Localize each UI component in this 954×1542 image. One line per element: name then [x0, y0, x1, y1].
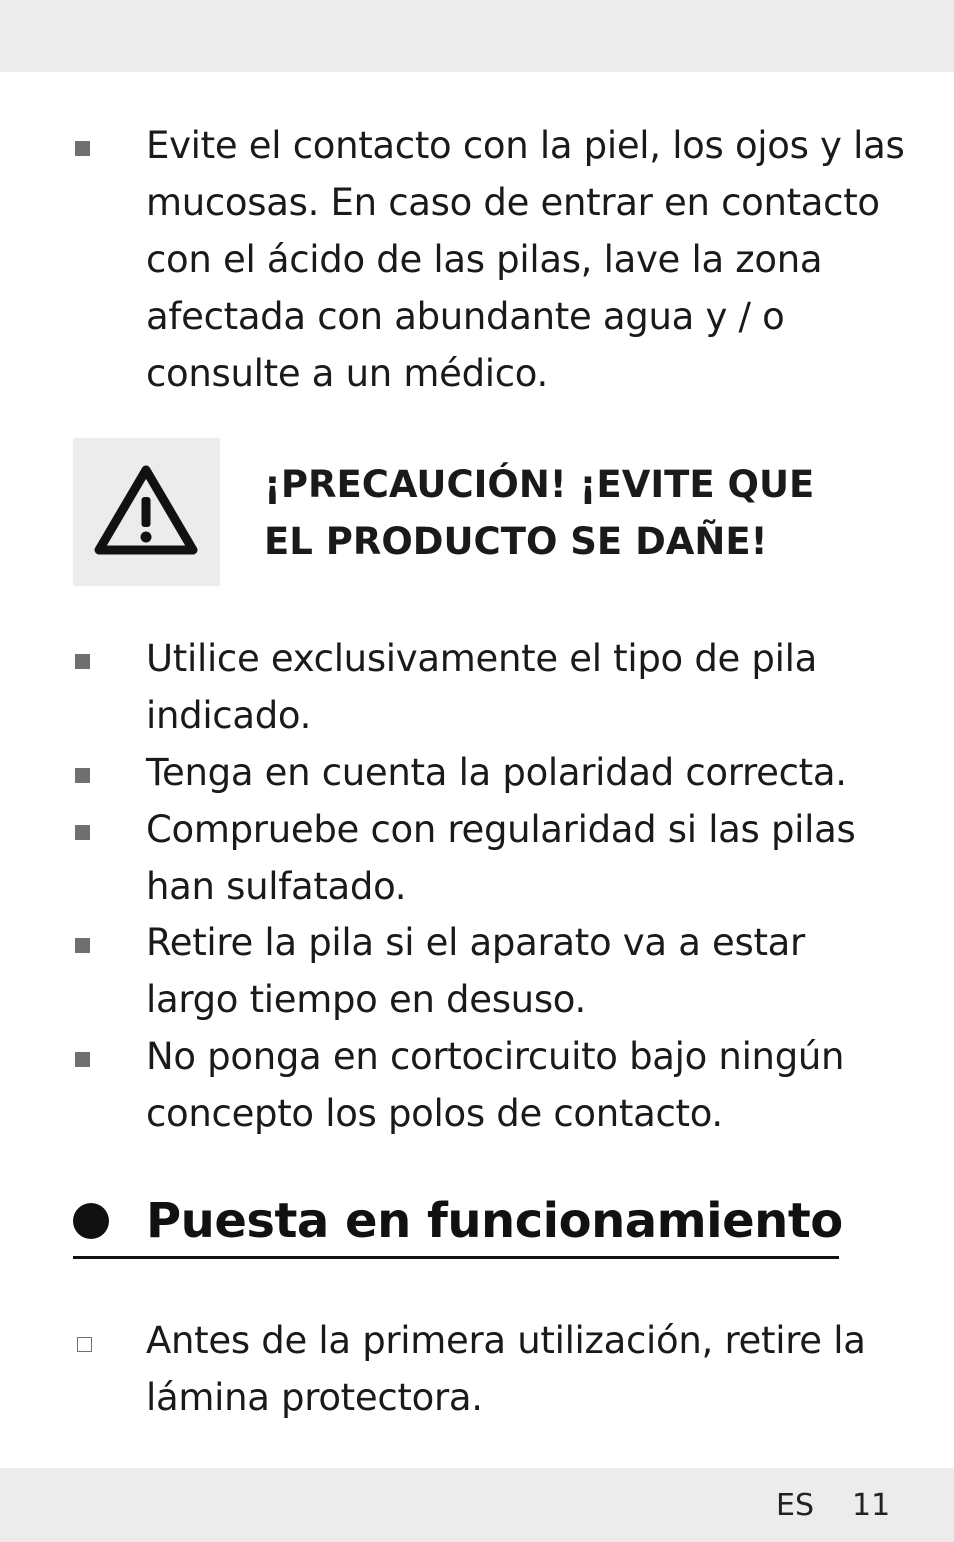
warning-icon-box: [73, 438, 220, 586]
bullet-square-icon: [75, 938, 90, 953]
step-text: Antes de la primera utilización, retire la lámina protectora.: [146, 1319, 866, 1419]
section-divider: [73, 1256, 839, 1259]
section-title: Puesta en funcionamiento: [146, 1193, 843, 1249]
bullet-square-icon: [75, 654, 90, 669]
page-number: 11: [852, 1488, 891, 1523]
caution-heading-line2: EL PRODUCTO SE DAÑE!: [264, 520, 768, 563]
caution-item-text: No ponga en cortocircuito bajo ningún concepto los polos de contacto.: [146, 1035, 845, 1135]
bullet-square-icon: [75, 825, 90, 840]
caution-heading: [264, 456, 904, 570]
warning-triangle-icon: [93, 464, 199, 558]
caution-item-text: Retire la pila si el aparato va a estar largo tiempo en desuso.: [146, 921, 805, 1021]
caution-item-text: Tenga en cuenta la polaridad correcta.: [146, 751, 847, 794]
bullet-square-icon: [75, 1052, 90, 1067]
caution-item-text: Compruebe con regularidad si las pilas han sulfatado.: [146, 808, 856, 908]
page-header-band: [0, 0, 954, 72]
bullet-square-icon: [75, 141, 90, 156]
checkbox-square-icon: [77, 1337, 92, 1352]
footer-language: ES: [776, 1488, 814, 1523]
bullet-square-icon: [75, 768, 90, 783]
caution-item-text: Utilice exclusivamente el tipo de pila indicado.: [146, 637, 817, 737]
caution-heading-line1: ¡PRECAUCIÓN! ¡EVITE QUE: [264, 463, 815, 506]
warning-item-text: Evite el contacto con la piel, los ojos y las mucosas. En caso de entrar en contacto con el ácido de las pilas, lave la zona afectada con abundante agua y / o consulte a un médico.: [146, 124, 905, 395]
section-bullet-icon: [73, 1203, 109, 1239]
